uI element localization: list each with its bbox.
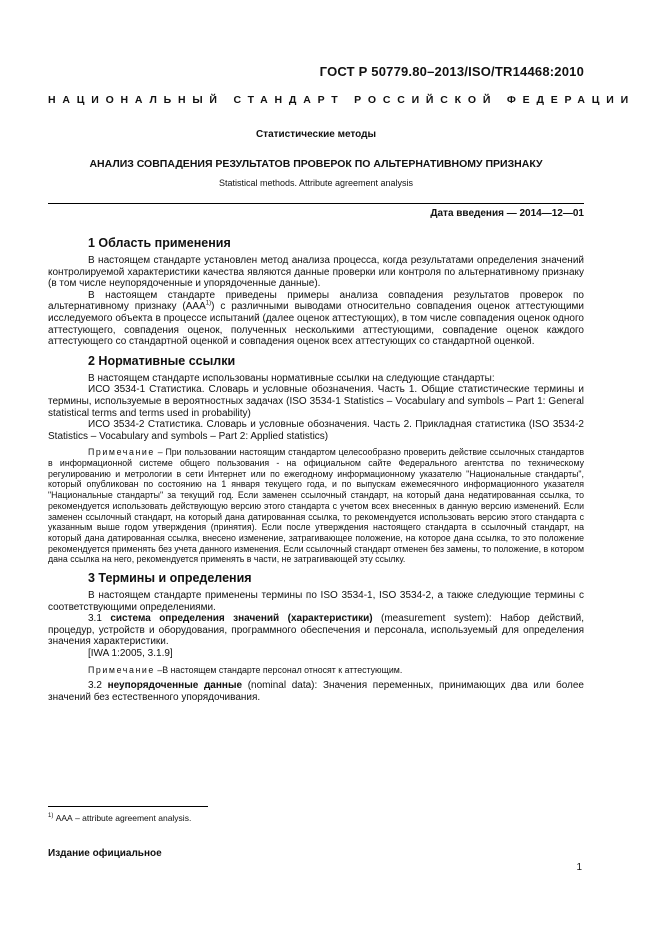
term-reference: [IWA 1:2005, 3.1.9]: [88, 648, 173, 660]
document-subtitle: Статистические методы: [255, 129, 377, 140]
note-label: Примечание: [88, 664, 155, 675]
footnote-divider: [48, 806, 208, 807]
term: неупорядоченные данные: [107, 680, 243, 692]
paragraph: В настоящем стандарте приведены примеры анализа совпадения результатов проверок по альтернативному признаку (ААА$^{1)}$) с различными выводами относительно совпадения оценок аттестующими исследуемого объекта в процессе испытаний (далее оценок аттестующих), в том числе совпадения оценок одного аттестующего, совпадения оценок, полученных несколькими аттестующими, совпадение оценок каждого аттестующего со стандартной оценкой и совпадения оценок всех аттестующих со стандартной оценкой.: [48, 289, 584, 348]
term-definition: 3.2 неупорядоченные данные (nominal data): Значения переменных, принимающих два или более значений без естественного упорядочивания.: [48, 680, 584, 703]
section-heading: 1 Область применения: [88, 236, 231, 250]
document-title: АНАЛИЗ СОВПАДЕНИЯ РЕЗУЛЬТАТОВ ПРОВЕРОК ПО АЛЬТЕРНАТИВНОМУ ПРИЗНАКУ: [89, 158, 543, 170]
document-page: [48, 0, 635, 936]
document-title-en: Statistical methods. Attribute agreement analysis: [218, 178, 414, 188]
footnote: $^{1)}$ ААА – attribute agreement analysis.: [48, 813, 192, 823]
term-definition: 3.1 система определения значений (характеристики) (measurement system): Набор действий, процедур, устройств и оборудования, программного обеспечения и персонала, используемый для определения значения характеристики.: [48, 613, 584, 648]
national-standard-banner: НАЦИОНАЛЬНЫЙ СТАНДАРТ РОССИЙСКОЙ ФЕДЕРАЦИИ: [48, 94, 635, 106]
document-body: [48, 235, 584, 704]
paragraph: ИСО 3534-1 Статистика. Словарь и условные обозначения. Часть 1. Общие статистические термины и термины, используемые в вероятностных задачах (ISO 3534-1 Statistics – Vocabulary and symbols – Part 1: General statistical terms and terms used in probability): [48, 384, 584, 419]
section-heading: 2 Нормативные ссылки: [88, 353, 236, 368]
note: Примечание – При пользовании настоящим стандартом целесообразно проверить действие ссылочных стандартов в информационной системе общего пользования - на официальном сайте Федерального агентства по техническому регулированию и метрологии в сети Интернет или по ежегодному информационному указателю "Национальные стандарты", который опубликован по состоянию на 1 января текущего года, и по выпускам ежемесячного информационного указателя "Национальные стандарты" за текущий год. Если заменен ссылочный стандарт, на который дана недатированная ссылка, то рекомендуется использовать действующую версию этого стандарта с учетом всех внесенных в данную версию изменений. Если заменен ссылочный стандарт, на который дана датированная ссылка, то рекомендуется использовать версию этого стандарта с указанным выше годом утверждения (принятия). Если после утверждения настоящего стандарта в ссылочный стандарт, на который дана датированная ссылка, внесено изменение, затрагивающее положение, на которое дана ссылка, то это положение рекомендуется применять без учета данного изменения. Если ссылочный стандарт отменен без замены, то положение, в котором дана ссылка на него, рекомендуется применять в части, не затрагивающей эту ссылку.: [48, 447, 584, 565]
note-label: Примечание: [88, 447, 155, 458]
paragraph: В настоящем стандарте установлен метод анализа процесса, когда результатами определения значений контролируемой характеристики качества являются данные проверки или контроля по альтернативному признаку (в том числе неупорядоченные и упорядоченные данные).: [48, 255, 584, 290]
standard-number: ГОСТ Р 50779.80–2013/ISO/TR14468:2010: [319, 64, 584, 79]
footnote-reference[interactable]: 1): [205, 301, 212, 308]
term: система определения значений (характеристики): [110, 613, 373, 625]
header-divider: [48, 203, 584, 204]
paragraph: В настоящем стандарте использованы нормативные ссылки на следующие стандарты:: [88, 372, 495, 384]
note: Примечание –В настоящем стандарте персонал относят к аттестующим.: [88, 664, 403, 675]
paragraph: ИСО 3534-2 Статистика. Словарь и условные обозначения. Часть 2. Прикладная статистика (ISO 3534-2 Statistics – Vocabulary and symbols – Part 2: Applied statistics): [48, 419, 584, 442]
page-number: 1: [576, 862, 582, 873]
introduction-date: Дата введения — 2014—12—01: [430, 208, 584, 219]
section-heading: 3 Термины и определения: [88, 571, 252, 586]
paragraph: В настоящем стандарте применены термины по ISO 3534-1, ISO 3534-2, а также следующие термины с соответствующими определениями.: [48, 590, 584, 613]
edition-label: Издание официальное: [48, 848, 162, 859]
